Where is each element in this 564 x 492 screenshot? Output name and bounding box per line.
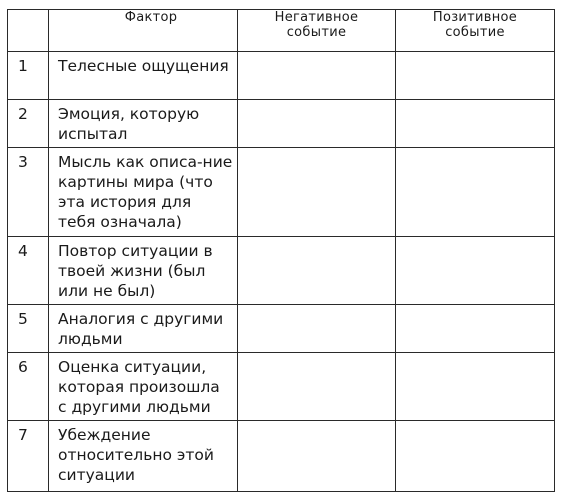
row-factor: Оценка ситуации, которая произошла с другими людьми	[49, 353, 238, 421]
header-factor	[49, 10, 238, 52]
header-negative-label: Негативное событие	[274, 10, 359, 40]
header-positive-event	[396, 10, 555, 52]
row-number: 1	[8, 52, 49, 100]
row-factor: Убеждение относительно этой ситуации	[49, 421, 238, 492]
table-row	[8, 237, 555, 305]
row-factor: Эмоция, которую испытал	[49, 100, 238, 148]
row-factor: Мысль как описа-ние картины мира (что эта история для тебя означала)	[49, 148, 238, 237]
row-factor: Аналогия с другими людьми	[49, 305, 238, 353]
negative-event-cell[interactable]	[238, 100, 396, 148]
header-negative-event	[238, 10, 396, 52]
positive-event-cell[interactable]	[396, 237, 555, 305]
row-number: 4	[8, 237, 49, 305]
negative-event-cell[interactable]	[238, 353, 396, 421]
negative-event-cell[interactable]	[238, 52, 396, 100]
table-row	[8, 52, 555, 100]
positive-event-cell[interactable]	[396, 421, 555, 492]
table-row	[8, 100, 555, 148]
row-factor: Телесные ощущения	[49, 52, 238, 100]
header-number	[8, 10, 49, 52]
table-row	[8, 305, 555, 353]
row-number: 2	[8, 100, 49, 148]
header-positive-label: Позитивное событие	[432, 10, 518, 40]
negative-event-cell[interactable]	[238, 421, 396, 492]
row-number: 5	[8, 305, 49, 353]
positive-event-cell[interactable]	[396, 100, 555, 148]
row-number: 7	[8, 421, 49, 492]
positive-event-cell[interactable]	[396, 52, 555, 100]
negative-event-cell[interactable]	[238, 305, 396, 353]
negative-event-cell[interactable]	[238, 148, 396, 237]
positive-event-cell[interactable]	[396, 305, 555, 353]
table-row	[8, 421, 555, 492]
header-factor-label: Фактор	[124, 10, 178, 25]
positive-event-cell[interactable]	[396, 148, 555, 237]
table-row	[8, 148, 555, 237]
factors-table	[7, 9, 555, 492]
row-factor: Повтор ситуации в твоей жизни (был или не был)	[49, 237, 238, 305]
row-number: 6	[8, 353, 49, 421]
row-number: 3	[8, 148, 49, 237]
header-row	[8, 10, 555, 52]
positive-event-cell[interactable]	[396, 353, 555, 421]
negative-event-cell[interactable]	[238, 237, 396, 305]
table-row	[8, 353, 555, 421]
